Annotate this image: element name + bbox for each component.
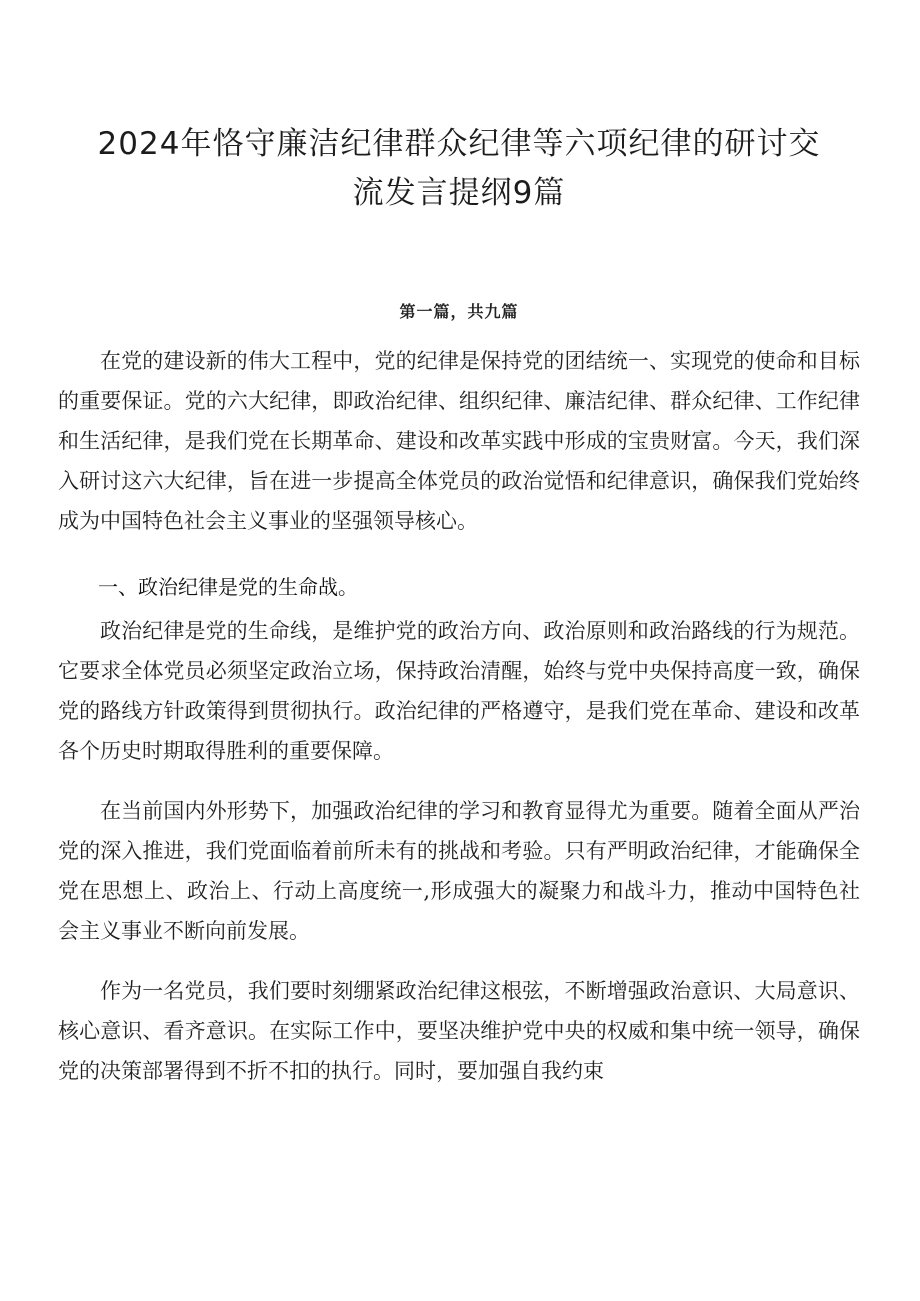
body-paragraph: 在当前国内外形势下，加强政治纪律的学习和教育显得尤为重要。随着全面从严治党的深入推进，我们党面临着前所未有的挑战和考验。只有严明政治纪律，才能确保全党在思想上、政治上、行动上高度统一,形成强大的凝聚力和战斗力，推动中国特色社会主义事业不断向前发展。 <box>58 799 860 943</box>
intro-paragraph: 在党的建设新的伟大工程中，党的纪律是保持党的团结统一、实现党的使命和目标的重要保证。党的六大纪律，即政治纪律、组织纪律、廉洁纪律、群众纪律、工作纪律和生活纪律，是我们党在长期革命、建设和改革实践中形成的宝贵财富。今天，我们深入研讨这六大纪律，旨在进一步提高全体党员的政治觉悟和纪律意识，确保我们党始终成为中国特色社会主义事业的坚强领导核心。 <box>58 349 860 533</box>
body-paragraph: 作为一名党员，我们要时刻绷紧政治纪律这根弦，不断增强政治意识、大局意识、核心意识、看齐意识。在实际工作中，要坚决维护党中央的权威和集中统一领导，确保党的决策部署得到不折不扣的执行。同时，要加强自我约束 <box>58 979 860 1083</box>
document-title: 2024年恪守廉洁纪律群众纪律等六项纪律的研讨交流发言提纲9篇 <box>97 126 821 211</box>
section-heading: 一、政治纪律是党的生命战。 <box>98 575 358 599</box>
part-label: 第一篇，共九篇 <box>399 302 519 321</box>
body-paragraph: 政治纪律是党的生命线，是维护党的政治方向、政治原则和政治路线的行为规范。它要求全体党员必须坚定政治立场，保持政治清醒，始终与党中央保持高度一致，确保党的路线方针政策得到贯彻执行。政治纪律的严格遵守，是我们党在革命、建设和改革各个历史时期取得胜利的重要保障。 <box>58 619 860 763</box>
